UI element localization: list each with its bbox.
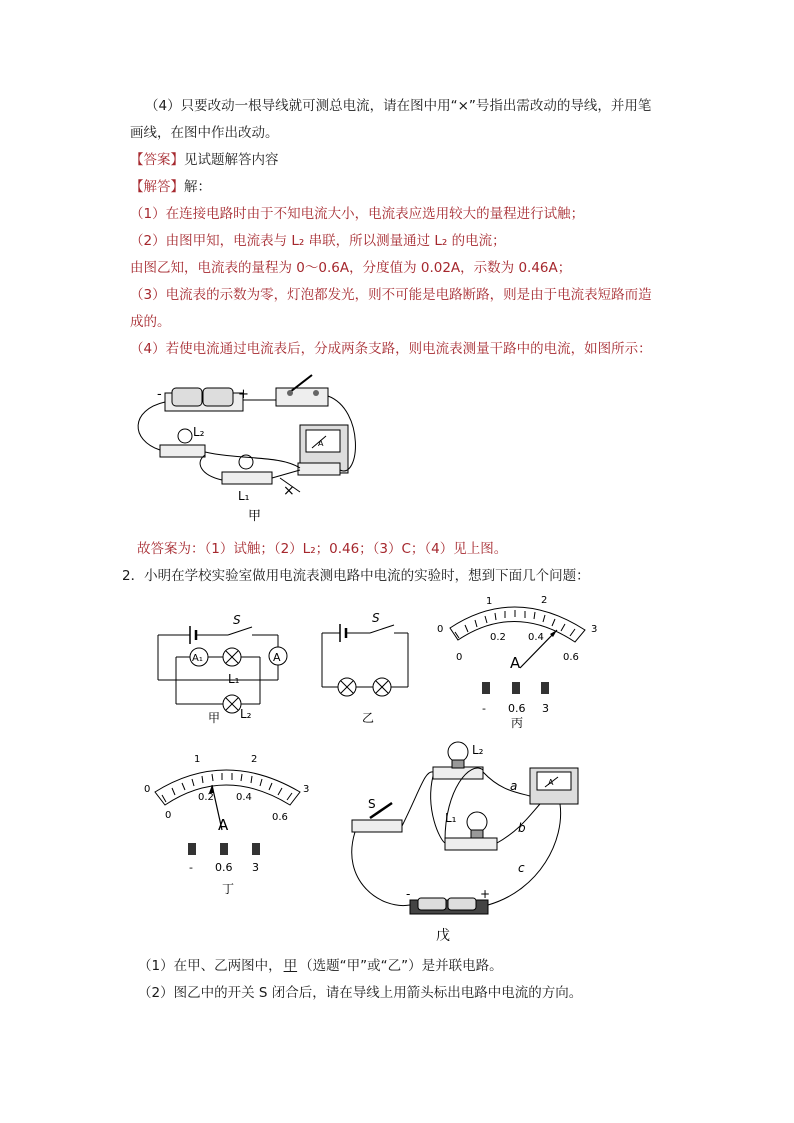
wu-switch-base bbox=[352, 820, 402, 832]
q2-part1-post: （选题“甲”或“乙”）是并联电路。 bbox=[299, 958, 503, 974]
figure-1-caption: 甲 bbox=[248, 509, 262, 524]
bing-top-1: 1 bbox=[486, 596, 493, 607]
ding-terminal-3: 3 bbox=[252, 861, 259, 874]
ding-zero: 0 bbox=[144, 784, 151, 795]
ding-top-2: 2 bbox=[251, 754, 258, 765]
q2-stem: 2．小明在学校实验室做用电流表测电路中电流的实验时，想到下面几个问题： bbox=[122, 568, 590, 584]
battery-plus-label: + bbox=[238, 387, 249, 402]
cross-mark: × bbox=[283, 483, 295, 499]
solution-4: （4）若使电流通过电流表后，分成两条支路，则电流表测量干路中的电流，如图所示： bbox=[130, 341, 652, 357]
solution-2b: 由图乙知，电流表的量程为 0～0.6A，分度值为 0.02A，示数为 0.46A； bbox=[130, 260, 572, 276]
answer-tag: 【答案】 bbox=[130, 152, 184, 168]
q2-part2: （2）图乙中的开关 S 闭合后，请在导线上用箭头标出电路中电流的方向。 bbox=[138, 985, 583, 1001]
jia-l1-label: L₁ bbox=[228, 672, 240, 686]
bing-terminal-06: 0.6 bbox=[508, 702, 526, 715]
battery-minus-label: - bbox=[157, 387, 162, 402]
wu-battery-plus: + bbox=[480, 887, 491, 901]
wu-wire-c-label: c bbox=[518, 861, 525, 875]
jia-l2-label: L₂ bbox=[240, 707, 252, 721]
wu-wire-b-label: b bbox=[518, 821, 526, 835]
ding-terminal-06: 0.6 bbox=[215, 861, 233, 874]
q2-part1-answer-blank: 甲 bbox=[283, 958, 298, 974]
wu-l2-base bbox=[433, 767, 483, 779]
wu-l2-label: L₂ bbox=[472, 743, 484, 757]
ammeter-symbol: A bbox=[318, 439, 324, 448]
bing-top-3: 3 bbox=[591, 624, 598, 635]
jia-switch-label: S bbox=[233, 613, 241, 627]
bing-bottom-04: 0.4 bbox=[528, 632, 544, 643]
ding-caption: 丁 bbox=[222, 882, 235, 896]
solution-1: （1）在连接电路时由于不知电流大小，电流表应选用较大的量程进行试触； bbox=[130, 206, 585, 222]
bing-caption: 丙 bbox=[511, 716, 524, 730]
wu-caption: 戊 bbox=[436, 928, 450, 944]
jia-a1-label: A₁ bbox=[192, 653, 203, 664]
bing-zero: 0 bbox=[437, 624, 444, 635]
q1-part4-line1: （4）只要改动一根导线就可测总电流，请在图中用“×”号指出需改动的导线，并用笔 bbox=[145, 98, 652, 114]
answer-text: 见试题解答内容 bbox=[184, 152, 279, 168]
ding-top-1: 1 bbox=[194, 754, 201, 765]
solution-text: 解： bbox=[184, 179, 211, 195]
bing-bottom-0: 0 bbox=[456, 652, 463, 663]
solution-tag: 【解答】 bbox=[130, 179, 184, 195]
wu-ammeter-symbol: A bbox=[548, 778, 554, 787]
wu-switch-label: S bbox=[368, 797, 376, 811]
jia-caption: 甲 bbox=[208, 711, 221, 725]
bing-bottom-02: 0.2 bbox=[490, 632, 506, 643]
yi-switch-label: S bbox=[372, 611, 380, 625]
wu-l2-bulb bbox=[448, 742, 468, 762]
jia-a-label: A bbox=[273, 651, 281, 664]
bing-unit: A bbox=[510, 654, 521, 672]
bing-terminal-minus: - bbox=[482, 702, 486, 715]
q1-part4-line2: 画线，在图中作出改动。 bbox=[130, 125, 279, 141]
solution-2: （2）由图甲知，电流表与 L₂ 串联，所以测量通过 L₂ 的电流； bbox=[130, 233, 506, 249]
ding-bottom-04: 0.4 bbox=[236, 792, 252, 803]
wu-l1-base bbox=[445, 838, 497, 850]
ding-top-3: 3 bbox=[303, 784, 310, 795]
wu-l1-label: L₁ bbox=[445, 811, 457, 825]
ding-unit: A bbox=[218, 816, 229, 834]
wu-battery-minus: - bbox=[406, 887, 411, 901]
wu-wire-a-label: a bbox=[510, 779, 518, 793]
solution-3-line1: （3）电流表的示数为零，灯泡都发光，则不可能是电路断路，则是由于电流表短路而造 bbox=[130, 287, 652, 303]
ding-terminal-minus: - bbox=[189, 861, 193, 874]
solution-3-line2: 成的。 bbox=[130, 314, 171, 330]
q2-part1 bbox=[138, 957, 503, 975]
yi-caption: 乙 bbox=[362, 711, 375, 725]
wu-l1-bulb bbox=[467, 812, 487, 832]
q2-part1-pre: （1）在甲、乙两图中， bbox=[138, 958, 282, 974]
l1-label: L₁ bbox=[238, 489, 250, 503]
bing-top-2: 2 bbox=[541, 595, 548, 606]
bing-bottom-06: 0.6 bbox=[563, 652, 579, 663]
bing-terminal-3: 3 bbox=[542, 702, 549, 715]
final-answer: 故答案为：（1）试触；（2）L₂；0.46；（3）C；（4）见上图。 bbox=[137, 541, 508, 557]
l2-label: L₂ bbox=[193, 425, 205, 439]
ding-bottom-06: 0.6 bbox=[272, 812, 288, 823]
ding-bottom-02: 0.2 bbox=[198, 792, 214, 803]
ding-bottom-0: 0 bbox=[165, 810, 172, 821]
